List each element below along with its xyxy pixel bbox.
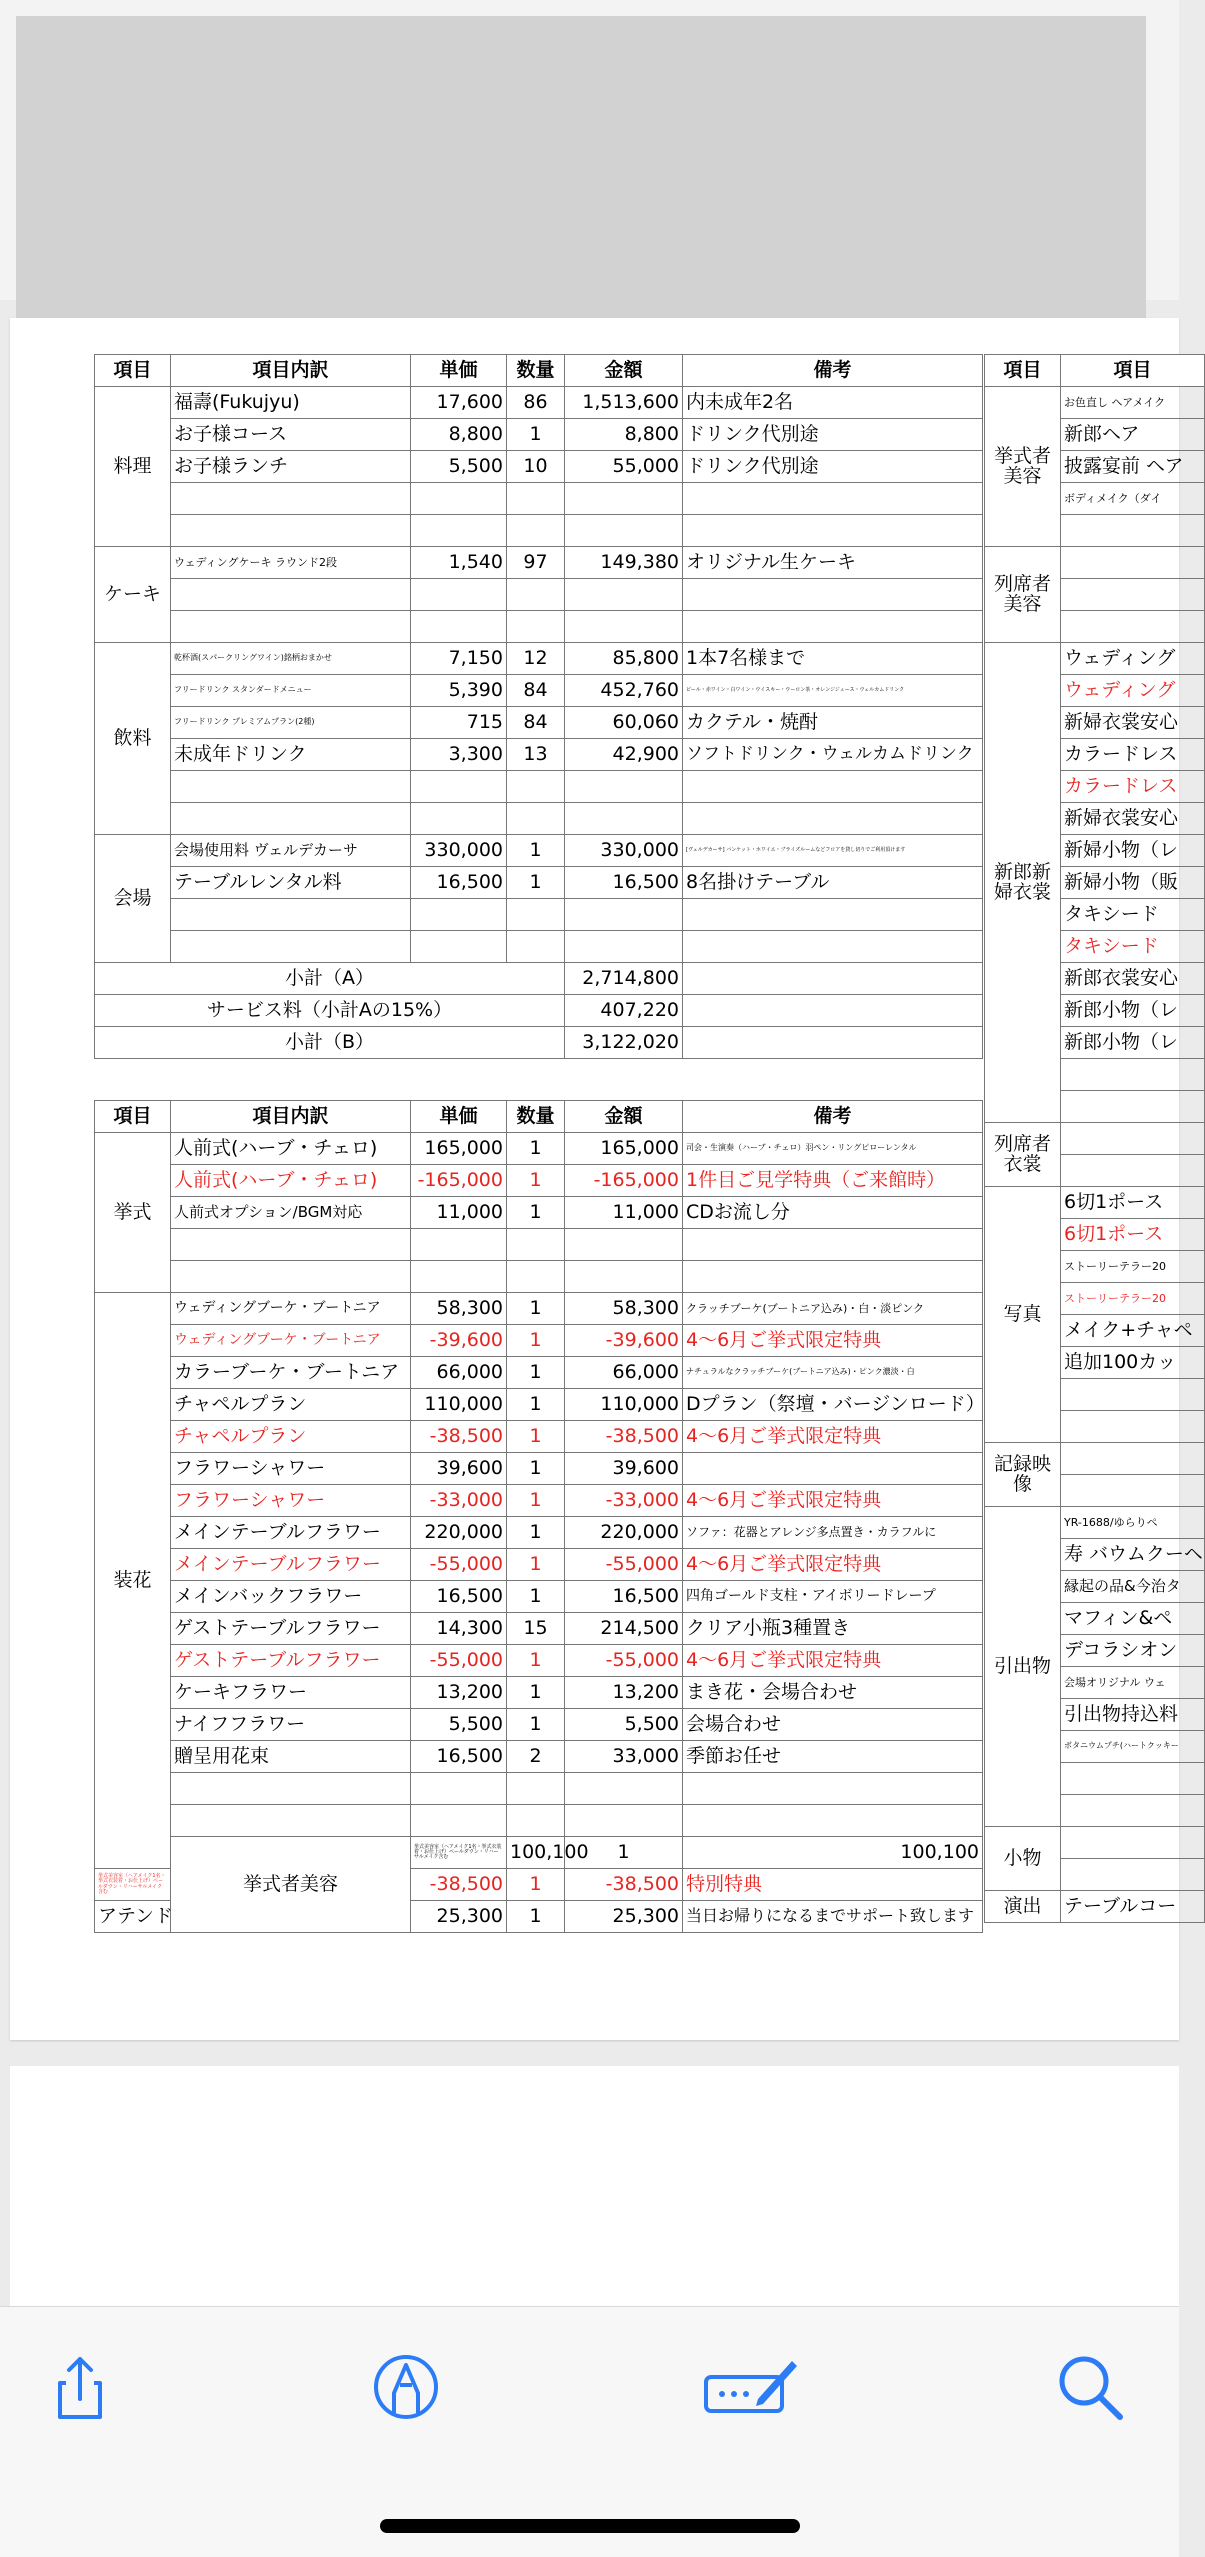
table-row (95, 707, 983, 739)
amount: 1,513,600 (565, 387, 683, 419)
item-name: メインテーブルフラワー (171, 1517, 411, 1549)
unit-price: 66,000 (411, 1357, 507, 1389)
quantity: 1 (507, 1293, 565, 1325)
item-name: ウェディング (1061, 675, 1205, 707)
table-header (95, 355, 983, 387)
item-name: フリードリンク スタンダードメニュー (171, 675, 411, 707)
amount: 66,000 (565, 1357, 683, 1389)
share-icon (40, 2347, 120, 2427)
unit-price: 16,500 (411, 1581, 507, 1613)
item-name: 会場オリジナル ウェ (1061, 1667, 1205, 1699)
quantity: 1 (507, 1389, 565, 1421)
table-row (95, 1453, 983, 1485)
unit-price: -38,500 (411, 1869, 507, 1901)
note: ナチュラルなクラッチブーケ(ブートニア込み)・ピンク濃淡・白 (683, 1357, 983, 1389)
item-name: 乾杯酒(スパークリングワイン)銘柄おまかせ (171, 643, 411, 675)
item-name: ウェディングケーキ ラウンド2段 (171, 547, 411, 579)
amount: 55,000 (565, 451, 683, 483)
amount: -55,000 (565, 1645, 683, 1677)
share-button[interactable] (40, 2347, 120, 2427)
note: 4〜6月ご挙式限定特典 (683, 1421, 983, 1453)
item-name: 新婦衣裳安心 (1061, 707, 1205, 739)
unit-price: 58,300 (411, 1293, 507, 1325)
unit-price: 17,600 (411, 387, 507, 419)
note: 4〜6月ご挙式限定特典 (683, 1549, 983, 1581)
note: 会場合わせ (683, 1709, 983, 1741)
quantity: 1 (507, 1645, 565, 1677)
signature-icon (700, 2347, 800, 2427)
quantity: 1 (507, 1709, 565, 1741)
unit-price: 220,000 (411, 1517, 507, 1549)
item-name: ゲストテーブルフラワー (171, 1613, 411, 1645)
item-name: 福壽(Fukujyu) (171, 387, 411, 419)
item-name: カラードレス (1061, 771, 1205, 803)
item-name: 挙式美容室（ヘアメイク1名・挙式衣装着・お仕上げ）ベールダウン・リハーサルメイク含む (411, 1837, 507, 1869)
category-cell: 写真 (985, 1187, 1061, 1443)
search-button[interactable] (1050, 2347, 1130, 2427)
quantity: 1 (507, 1197, 565, 1229)
quantity: 84 (507, 707, 565, 739)
unit-price: 5,390 (411, 675, 507, 707)
item-name: 贈呈用花束 (171, 1741, 411, 1773)
table-row (95, 1837, 983, 1869)
amount: -55,000 (565, 1549, 683, 1581)
amount: 33,000 (565, 1741, 683, 1773)
note (683, 1453, 983, 1485)
amount: 11,000 (565, 1197, 683, 1229)
table-header (95, 1101, 983, 1133)
category-cell: 料理 (95, 387, 171, 547)
header-item: 項目内訳 (171, 1101, 411, 1133)
header-note: 備考 (683, 355, 983, 387)
subtotal-b-label: 小計（B） (95, 1027, 565, 1059)
table-row-discount (95, 1165, 983, 1197)
item-name: カラードレス (1061, 739, 1205, 771)
note: 4〜6月ご挙式限定特典 (683, 1325, 983, 1357)
quantity: 1 (507, 1581, 565, 1613)
unit-price: 110,000 (411, 1389, 507, 1421)
service-fee-amount: 407,220 (565, 995, 683, 1027)
item-name: テーブルレンタル料 (171, 867, 411, 899)
quantity: 1 (507, 1421, 565, 1453)
table-row-discount (95, 1325, 983, 1357)
table-row-discount (95, 1549, 983, 1581)
table-row-discount (95, 1485, 983, 1517)
item-name: 新郎ヘア (1061, 419, 1205, 451)
item-name: フリードリンク プレミアムプラン(2種) (171, 707, 411, 739)
note: 当日お帰りになるまでサポート致します (683, 1901, 983, 1933)
unit-price: 16,500 (411, 1741, 507, 1773)
table-row (95, 1133, 983, 1165)
item-name: ボタニウムプチ(ハートクッキー (1061, 1731, 1205, 1763)
markup-button[interactable] (366, 2347, 446, 2427)
unit-price: 7,150 (411, 643, 507, 675)
empty-row (95, 1261, 983, 1293)
empty-row (95, 1229, 983, 1261)
item-name: ケーキフラワー (171, 1677, 411, 1709)
quantity: 1 (507, 1517, 565, 1549)
note: 4〜6月ご挙式限定特典 (683, 1485, 983, 1517)
category-cell: 挙式 (95, 1133, 171, 1293)
amount: 39,600 (565, 1453, 683, 1485)
quantity: 1 (507, 1165, 565, 1197)
amount: 25,300 (565, 1901, 683, 1933)
item-name: 人前式オプション/BGM対応 (171, 1197, 411, 1229)
bottom-toolbar (0, 2306, 1179, 2557)
note: ドリンク代別途 (683, 419, 983, 451)
unit-price: 165,000 (411, 1133, 507, 1165)
unit-price: 330,000 (411, 835, 507, 867)
category-cell: 演出 (985, 1891, 1061, 1923)
table-row (95, 419, 983, 451)
item-name: フラワーシャワー (171, 1485, 411, 1517)
note: クラッチブーケ(ブートニア込み)・白・淡ピンク (683, 1293, 983, 1325)
amount: 58,300 (565, 1293, 683, 1325)
table-row (95, 1389, 983, 1421)
item-name: ゲストテーブルフラワー (171, 1645, 411, 1677)
empty-row (95, 1805, 983, 1837)
item-name: テーブルコー (1061, 1891, 1205, 1923)
unit-price: 5,500 (411, 451, 507, 483)
amount: -33,000 (565, 1485, 683, 1517)
note: 季節お任せ (683, 1741, 983, 1773)
table-row (95, 643, 983, 675)
amount: 110,000 (565, 1389, 683, 1421)
header-price: 単価 (411, 1101, 507, 1133)
subtotal-a-label: 小計（A） (95, 963, 565, 995)
header-qty: 数量 (507, 355, 565, 387)
table-row (95, 1197, 983, 1229)
unit-price: 100,100 (507, 1837, 565, 1869)
table-row (95, 675, 983, 707)
note: ドリンク代別途 (683, 451, 983, 483)
item-name: チャペルプラン (171, 1389, 411, 1421)
item-name: 会場使用料 ヴェルデカーサ (171, 835, 411, 867)
quantity: 1 (507, 1453, 565, 1485)
unit-price: 11,000 (411, 1197, 507, 1229)
item-name: 挙式美容室（ヘアメイク1名・挙式衣装着・お仕上げ）ベールダウン・リハーサルメイク含む (95, 1869, 171, 1901)
amount: 452,760 (565, 675, 683, 707)
header-note: 備考 (683, 1101, 983, 1133)
table-row (95, 1709, 983, 1741)
empty-row (95, 1773, 983, 1805)
item-name: 6切1ポース (1061, 1187, 1205, 1219)
empty-row (95, 483, 983, 515)
table-row (95, 451, 983, 483)
item-name: 追加100カッ (1061, 1347, 1205, 1379)
quantity: 1 (507, 1133, 565, 1165)
item-name: YR-1688/ゆらりペ (1061, 1507, 1205, 1539)
next-page (10, 2066, 1179, 2306)
table-row (95, 867, 983, 899)
category-cell: 列席者美容 (985, 547, 1061, 643)
note: 四角ゴールド支柱・アイボリードレープ (683, 1581, 983, 1613)
empty-row (95, 899, 983, 931)
subtotal-b-row (95, 1027, 983, 1059)
note: まき花・会場合わせ (683, 1677, 983, 1709)
category-cell: 挙式者美容 (171, 1837, 411, 1933)
item-name: 新婦衣裳安心 (1061, 803, 1205, 835)
empty-row (95, 803, 983, 835)
unit-price: 5,500 (411, 1709, 507, 1741)
amount: 214,500 (565, 1613, 683, 1645)
header-amount: 金額 (565, 355, 683, 387)
item-name: お色直し ヘアメイク (1061, 387, 1205, 419)
note: 司会・生演奏（ハーブ・チェロ）羽ペン・リングピローレンタル (683, 1133, 983, 1165)
amount: 220,000 (565, 1517, 683, 1549)
item-name: お子様ランチ (171, 451, 411, 483)
category-cell: ケーキ (95, 547, 171, 643)
item-name: ウェディングブーケ・ブートニア (171, 1325, 411, 1357)
quantity: 10 (507, 451, 565, 483)
amount: 5,500 (565, 1709, 683, 1741)
item-name: 新郎小物（レ (1061, 1027, 1205, 1059)
quantity: 1 (507, 1549, 565, 1581)
item-name: 6切1ポース (1061, 1219, 1205, 1251)
category-cell: 列席者衣裳 (985, 1123, 1061, 1187)
item-name: 未成年ドリンク (171, 739, 411, 771)
note: クリア小瓶3種置き (683, 1613, 983, 1645)
header-item: 項目内訳 (171, 355, 411, 387)
table-row (95, 1293, 983, 1325)
quantity: 1 (507, 867, 565, 899)
item-name: 人前式(ハーブ・チェロ) (171, 1133, 411, 1165)
quantity: 1 (507, 419, 565, 451)
category-cell: 新郎新婦衣裳 (985, 643, 1061, 1123)
unit-price: -165,000 (411, 1165, 507, 1197)
amount: 60,060 (565, 707, 683, 739)
table-row (95, 1613, 983, 1645)
estimate-table-3 (984, 354, 1205, 1923)
unit-price: 1,540 (411, 547, 507, 579)
amount: -39,600 (565, 1325, 683, 1357)
item-name: メインバックフラワー (171, 1581, 411, 1613)
quantity: 12 (507, 643, 565, 675)
item-name: ボディメイク（ダイ (1061, 483, 1205, 515)
item-name: ストーリーテラー20 (1061, 1251, 1205, 1283)
note: 8名掛けテーブル (683, 867, 983, 899)
item-name: お子様コース (171, 419, 411, 451)
item-name: メインテーブルフラワー (171, 1549, 411, 1581)
header-amount: 金額 (565, 1101, 683, 1133)
category-cell: 記録映像 (985, 1443, 1061, 1507)
quantity: 1 (507, 1869, 565, 1901)
note: 内未成年2名 (683, 387, 983, 419)
item-name: アテンド (95, 1901, 171, 1933)
empty-row (95, 611, 983, 643)
amount: 165,000 (565, 1133, 683, 1165)
quantity: 84 (507, 675, 565, 707)
amount: 16,500 (565, 867, 683, 899)
quantity: 13 (507, 739, 565, 771)
category-cell: 装花 (95, 1293, 171, 1869)
unit-price: 13,200 (411, 1677, 507, 1709)
table-row (95, 1581, 983, 1613)
note: ソフトドリンク・ウェルカムドリンク (683, 739, 983, 771)
table-row (95, 1677, 983, 1709)
unit-price: -38,500 (411, 1421, 507, 1453)
item-name: フラワーシャワー (171, 1453, 411, 1485)
home-indicator[interactable] (380, 2519, 800, 2533)
quantity: 86 (507, 387, 565, 419)
quantity: 1 (507, 835, 565, 867)
note: 4〜6月ご挙式限定特典 (683, 1645, 983, 1677)
quantity: 2 (507, 1741, 565, 1773)
table-row (95, 547, 983, 579)
table-row (95, 739, 983, 771)
unit-price: 8,800 (411, 419, 507, 451)
table-row (95, 387, 983, 419)
search-icon (1050, 2347, 1130, 2427)
amount: 8,800 (565, 419, 683, 451)
redacted-header-area (16, 16, 1146, 318)
table-row (95, 1357, 983, 1389)
quantity: 1 (507, 1901, 565, 1933)
unit-price: -33,000 (411, 1485, 507, 1517)
item-name: ウェディング (1061, 643, 1205, 675)
category-cell: 飲料 (95, 643, 171, 835)
item-name: メイク+チャペ (1061, 1315, 1205, 1347)
header-category: 項目 (95, 355, 171, 387)
unit-price: 16,500 (411, 867, 507, 899)
amount: 85,800 (565, 643, 683, 675)
note: ソファ：花器とアレンジ多点置き・カラフルに (683, 1517, 983, 1549)
amount: -165,000 (565, 1165, 683, 1197)
unit-price: -39,600 (411, 1325, 507, 1357)
item-name: 寿 バウムクーヘ (1061, 1539, 1205, 1571)
header-category: 項目 (985, 355, 1061, 387)
header-qty: 数量 (507, 1101, 565, 1133)
item-name: ウェディングブーケ・ブートニア (171, 1293, 411, 1325)
empty-row (95, 515, 983, 547)
amount: -38,500 (565, 1869, 683, 1901)
item-name: チャペルプラン (171, 1421, 411, 1453)
note: [ヴェルデカーサ] バンケット・ホワイエ・ブライズルームなどフロアを貸し切りでご利用頂けます (683, 835, 983, 867)
table-row-discount (95, 1421, 983, 1453)
unit-price: 14,300 (411, 1613, 507, 1645)
estimate-table-2 (94, 1100, 983, 1933)
table-row (95, 1517, 983, 1549)
note: 1件目ご見学特典（ご来館時） (683, 1165, 983, 1197)
category-cell: 小物 (985, 1827, 1061, 1891)
unit-price: 39,600 (411, 1453, 507, 1485)
estimate-table-1 (94, 354, 983, 1059)
document-page (10, 318, 1203, 2040)
category-cell: 会場 (95, 835, 171, 963)
item-name: デコラシオン (1061, 1635, 1205, 1667)
item-name: カラーブーケ・ブートニア (171, 1357, 411, 1389)
note: CDお流し分 (683, 1197, 983, 1229)
amount: 13,200 (565, 1677, 683, 1709)
table-row-discount (95, 1645, 983, 1677)
amount: 149,380 (565, 547, 683, 579)
quantity: 1 (507, 1357, 565, 1389)
note: 特別特典 (683, 1869, 983, 1901)
unit-price: -55,000 (411, 1645, 507, 1677)
header-item: 項目 (1061, 355, 1205, 387)
unit-price: -55,000 (411, 1549, 507, 1581)
subtotal-b-amount: 3,122,020 (565, 1027, 683, 1059)
item-name: 新郎小物（レ (1061, 995, 1205, 1027)
item-name: 新郎衣裳安心 (1061, 963, 1205, 995)
empty-row (95, 931, 983, 963)
amount: -38,500 (565, 1421, 683, 1453)
item-name: タキシード (1061, 899, 1205, 931)
unit-price: 715 (411, 707, 507, 739)
table-row (95, 835, 983, 867)
empty-row (95, 771, 983, 803)
quantity: 1 (507, 1485, 565, 1517)
service-fee-label: サービス料（小計Aの15%） (95, 995, 565, 1027)
note: オリジナル生ケーキ (683, 547, 983, 579)
item-name: 新婦小物（販 (1061, 867, 1205, 899)
amount: 16,500 (565, 1581, 683, 1613)
category-cell: 挙式者美容 (985, 387, 1061, 547)
quantity: 15 (507, 1613, 565, 1645)
signature-button[interactable] (700, 2347, 800, 2427)
markup-icon (366, 2347, 446, 2427)
empty-row (95, 579, 983, 611)
note: カクテル・焼酎 (683, 707, 983, 739)
table-header (985, 355, 1205, 387)
quantity: 1 (507, 1677, 565, 1709)
subtotal-a-amount: 2,714,800 (565, 963, 683, 995)
item-name: ナイフフラワー (171, 1709, 411, 1741)
item-name: タキシード (1061, 931, 1205, 963)
note: Dプラン（祭壇・バージンロード） (683, 1389, 983, 1421)
item-name: 引出物持込料 (1061, 1699, 1205, 1731)
item-name: 新婦小物（レ (1061, 835, 1205, 867)
unit-price: 3,300 (411, 739, 507, 771)
unit-price: 25,300 (411, 1901, 507, 1933)
quantity: 1 (565, 1837, 683, 1869)
note: ビール・赤ワイン・白ワイン・ウイスキー・ウーロン茶・オレンジジュース・ウェルカムドリンク (683, 675, 983, 707)
amount: 100,100 (683, 1837, 983, 1869)
header-price: 単価 (411, 355, 507, 387)
service-fee-row (95, 995, 983, 1027)
item-name: 縁起の品&今治タ (1061, 1571, 1205, 1603)
note: 1本7名様まで (683, 643, 983, 675)
amount: 330,000 (565, 835, 683, 867)
quantity: 1 (507, 1325, 565, 1357)
category-cell: 引出物 (985, 1507, 1061, 1827)
quantity: 97 (507, 547, 565, 579)
amount: 42,900 (565, 739, 683, 771)
header-category: 項目 (95, 1101, 171, 1133)
item-name: 人前式(ハーブ・チェロ) (171, 1165, 411, 1197)
item-name: 披露宴前 ヘア (1061, 451, 1205, 483)
item-name: ストーリーテラー20 (1061, 1283, 1205, 1315)
subtotal-a-row (95, 963, 983, 995)
table-row (95, 1741, 983, 1773)
item-name: マフィン&ペ (1061, 1603, 1205, 1635)
